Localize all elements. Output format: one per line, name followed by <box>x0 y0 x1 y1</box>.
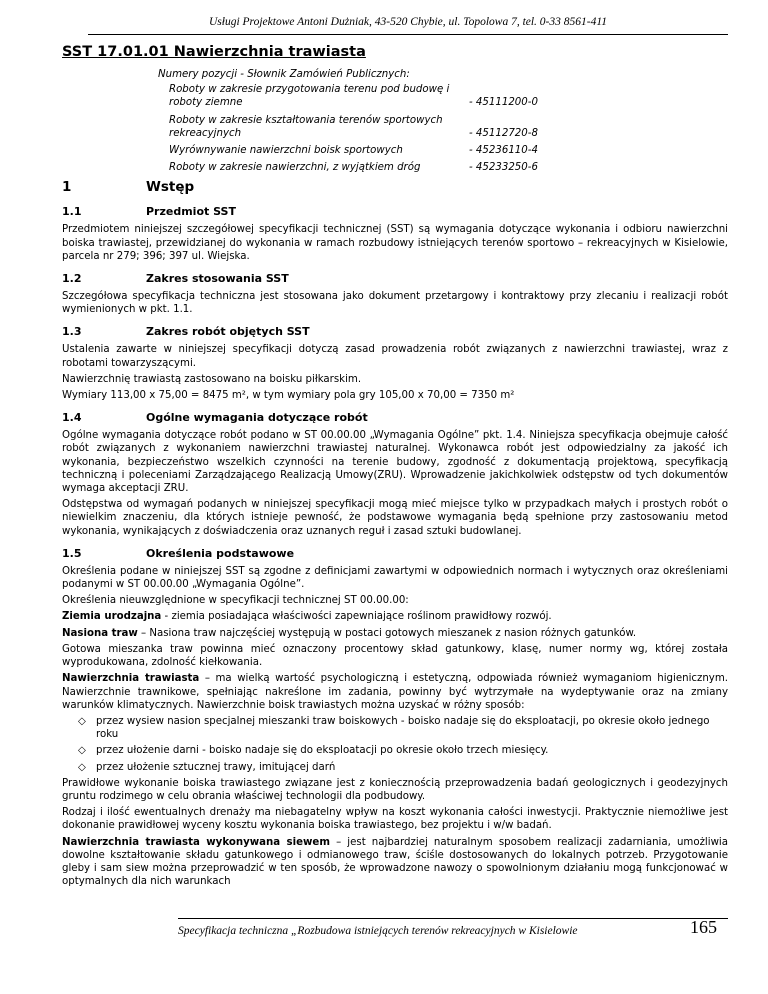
diamond-bullet-icon: ◇ <box>78 715 86 727</box>
definition-term: Nawierzchnia trawiasta wykonywana siewem <box>62 836 330 848</box>
paragraph: Ogólne wymagania dotyczące robót podano w ST 00.00.00 „Wymagania Ogólne” pkt. 1.4. Niniejsza specyfikacja obejmuje całość robót związanych z wykonaniem nawierzchni trawiastej naturalnej. Wykonawca robót jest odpowiedzialny za jakość ich wykonania, bezpieczeństwo wszelkich czynności na terenie budowy, zgodność z dokumentacją projektową, specyfikacją techniczną i poleceniami Zarządzającego Realizacją Umowy(ZRU). Wprowadzenie jakichkolwiek odstępstw od tych dokumentów wymaga akceptacji ZRU. <box>62 430 728 495</box>
cpv-heading: Numery pozycji - Słownik Zamówień Publicznych: <box>158 69 410 80</box>
definition-term: Nawierzchnia trawiasta <box>62 673 200 685</box>
subsection-heading <box>62 271 728 286</box>
cpv-description: Roboty w zakresie kształtowania terenów sportowych rekreacyjnych <box>169 114 443 139</box>
cpv-code: - 45233250-6 <box>469 162 538 174</box>
definition-text: – Nasiona traw najczęściej występują w postaci gotowych mieszanek z nasion różnych gatunków. <box>137 627 637 639</box>
cpv-description: Wyrównywanie nawierzchni boisk sportowych <box>169 145 403 157</box>
definition-text: – jest najbardziej naturalnym sposobem realizacji zadarniania, umożliwia dowolne kształtowanie składu gatunkowego i odmianowego traw, ściśle dostosowanych do lokalnych potrzeb. Przygotowanie gleby i sam siew można przeprowadzić w ten sposób, że wprowadzone nawozy o spowolnionym działaniu mogą funkcjonować w optymalnych dla nich warunkach <box>62 836 728 888</box>
definition <box>62 627 728 640</box>
subsection-title: Zakres stosowania SST <box>146 272 289 286</box>
list-item-text: przez ułożenie darni - boisko nadaje się do eksploatacji po okresie około trzech miesięcy. <box>96 745 549 757</box>
paragraph: Przedmiotem niniejszej szczegółowej specyfikacji technicznej (SST) są wymagania dotyczące wykonania i odbioru nawierzchni boiska trawiastej, przewidzianej do wykonania w ramach rozbudowy istniejących terenów sportowo – rekreacyjnych w Kisielowie, parcela nr 279; 396; 397 ul. Wiejska. <box>62 224 728 262</box>
paragraph: Rodzaj i ilość ewentualnych drenaży ma niebagatelny wpływ na koszt wykonania całości inwestycji. Praktycznie niemożliwe jest dokonanie prawidłowej wyceny kosztu wykonania boiska trawiastego, bez projektu i w/w badań. <box>62 807 728 832</box>
list-item <box>78 744 728 757</box>
paragraph: Prawidłowe wykonanie boiska trawiastego związane jest z koniecznością przeprowadzenia badań geologicznych i geodezyjnych gruntu rodzimego w celu obrania właściwej technologii dla podbudowy. <box>62 777 728 802</box>
cpv-code: - 45112720-8 <box>469 127 538 139</box>
cpv-description: Roboty w zakresie nawierzchni, z wyjątkiem dróg <box>169 162 421 174</box>
cpv-block <box>158 68 728 174</box>
cpv-row <box>169 144 728 157</box>
document-title: SST 17.01.01 Nawierzchnia trawiasta <box>62 44 366 60</box>
subsection-title: Ogólne wymagania dotyczące robót <box>146 411 368 425</box>
paragraph: Odstępstwa od wymagań podanych w niniejszej specyfikacji mogą mieć miejsce tylko w przypadkach małych i prostych robót o niewielkim znaczeniu, dla których istnieje pewność, że podstawowe wymagania będą spełnione przy zastosowaniu metod wykonania, wynikających z doświadczenia oraz uznanych reguł i zasad sztuki budowlanej. <box>62 499 728 537</box>
page-header: Usługi Projektowe Antoni Dużniak, 43-520 Chybie, ul. Topolowa 7, tel. 0-33 8561-411 <box>208 16 607 28</box>
definition <box>62 672 728 712</box>
bullet-list <box>62 715 728 774</box>
footer-divider <box>178 918 728 919</box>
definition-text: – ma wielką wartość psychologiczną i estetyczną, odpowiada również wymaganiom higienicznym. Nawierzchnie trawnikowe, spełniając nakreślone im zadania, powinny być wytrzymałe na wydeptywanie oraz na zmiany warunków klimatycznych. Nawierzchnie boisk trawiastych można uzyskać w różny sposób: <box>62 673 728 711</box>
cpv-row <box>169 114 728 140</box>
subsection-title: Określenia podstawowe <box>146 546 295 560</box>
subsection-title: Przedmiot SST <box>146 205 236 219</box>
paragraph: Nawierzchnię trawiastą zastosowano na boisku piłkarskim. <box>62 373 362 385</box>
diamond-bullet-icon: ◇ <box>78 761 86 773</box>
cpv-code: - 45111200-0 <box>469 97 538 109</box>
subsection-number: 1.5 <box>62 546 82 560</box>
subsection-heading <box>62 324 728 339</box>
section-title: Wstęp <box>146 179 195 196</box>
cpv-code: - 45236110-4 <box>469 145 538 157</box>
paragraph: Szczegółowa specyfikacja techniczna jest stosowana jako dokument przetargowy i kontraktowy przy zlecaniu i realizacji robót wymienionych w pkt. 1.1. <box>62 291 728 316</box>
cpv-row <box>169 161 728 174</box>
subsection-number: 1.2 <box>62 272 82 286</box>
subsection-heading <box>62 410 728 425</box>
subsection-title: Zakres robót objętych SST <box>146 325 310 339</box>
section-heading <box>62 178 728 196</box>
cpv-description: Roboty w zakresie przygotowania terenu pod budowę i roboty ziemne <box>169 84 450 109</box>
footer-text: Specyfikacja techniczna „Rozbudowa istniejących terenów rekreacyjnych w Kisielowie <box>178 925 578 937</box>
subsection-number: 1.3 <box>62 325 82 339</box>
subsection-number: 1.1 <box>62 205 82 219</box>
definition <box>62 836 728 889</box>
subsection-heading <box>62 546 728 561</box>
page-number: 165 <box>690 917 717 937</box>
paragraph: Gotowa mieszanka traw powinna mieć oznaczony procentowy skład gatunkowy, klasę, numer normy wg, której została wyprodukowana, zdolność kiełkowania. <box>62 643 728 669</box>
list-item-text: przez ułożenie sztucznej trawy, imitującej darń <box>96 761 336 773</box>
cpv-row <box>169 83 728 109</box>
diamond-bullet-icon: ◇ <box>78 745 86 757</box>
header-divider <box>88 34 728 35</box>
definition-term: Nasiona traw <box>62 627 138 639</box>
list-item-text: przez wysiew nasion specjalnej mieszanki traw boiskowych - boisko nadaje się do eksploatacji, po okresie około jednego roku <box>96 715 710 741</box>
definition-text: - ziemia posiadająca właściwości zapewniające roślinom prawidłowy rozwój. <box>161 611 552 623</box>
paragraph: Wymiary 113,00 x 75,00 = 8475 m², w tym wymiary pola gry 105,00 x 70,00 = 7350 m² <box>62 390 515 402</box>
list-item <box>78 761 728 774</box>
paragraph: Określenia podane w niniejszej SST są zgodne z definicjami zawartymi w odpowiednich normach i wytycznych oraz określeniami podanymi w ST 00.00.00 „Wymagania Ogólne”. <box>62 565 728 591</box>
paragraph: Określenia nieuwzględnione w specyfikacji technicznej ST 00.00.00: <box>62 595 409 607</box>
definition <box>62 610 728 623</box>
subsection-heading <box>62 204 728 219</box>
document-body <box>62 42 728 891</box>
definition-term: Ziemia urodzajna <box>62 611 162 623</box>
paragraph: Ustalenia zawarte w niniejszej specyfikacji dotyczą zasad prowadzenia robót związanych z nawierzchni trawiastej, wraz z robotami towarzyszącymi. <box>62 344 728 369</box>
list-item <box>78 715 728 741</box>
section-number: 1 <box>62 179 72 196</box>
subsection-number: 1.4 <box>62 411 82 425</box>
